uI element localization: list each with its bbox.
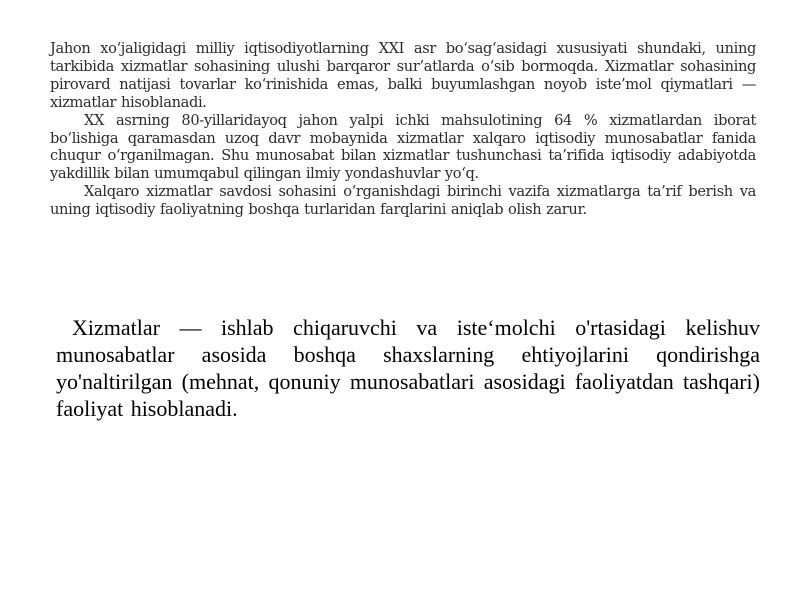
excerpt-paragraph-3: Xalqaro xizmatlar savdosi sohasini o‘rganishdagi birinchi vazifa xizmatlarga ta’rif berish va uning iqtisodiy faoliyatning boshqa turlaridan farqlarini aniqlab olish zarur.	[50, 183, 756, 219]
excerpt-paragraph-2: XX asrning 80-yillaridayoq jahon yalpi ichki mahsulotining 64 % xizmatlardan iborat bo‘lishiga qaramasdan uzoq davr mobaynida xizmatlar xalqaro iqtisodiy munosabatlar fanida chuqur o‘rganilmagan. Shu munosabat bilan xizmatlar tushunchasi ta’rifida iqtisodiy adabiyotda yakdillik bilan umumqabul qilingan ilmiy yondashuvlar yo‘q.	[50, 111, 756, 183]
definition-block	[56, 314, 760, 422]
scanned-textbook-excerpt	[50, 40, 756, 286]
definition-text: Xizmatlar — ishlab chiqaruvchi va iste‘molchi o'rtasidagi kelishuv munosabatlar asosida boshqa shaxslarning ehtiyojlarini qondirishga yo'naltirilgan (mehnat, qonuniy munosabatlari asosidagi faoliyatdan tashqari) faoliyat hisoblanadi.	[56, 315, 760, 421]
excerpt-paragraph-1: Jahon xo‘jaligidagi milliy iqtisodiyotlarning XXI asr bo‘sag‘asidagi xususiyati shundaki, uning tarkibida xizmatlar sohasining ulushi barqaror sur’atlarda o‘sib bormoqda. Xizmatlar sohasining pirovard natijasi tovarlar ko‘rinishida emas, balki buyumlashgan noyob iste’mol qiymatlari — xizmatlar hisoblanadi.	[50, 40, 756, 111]
